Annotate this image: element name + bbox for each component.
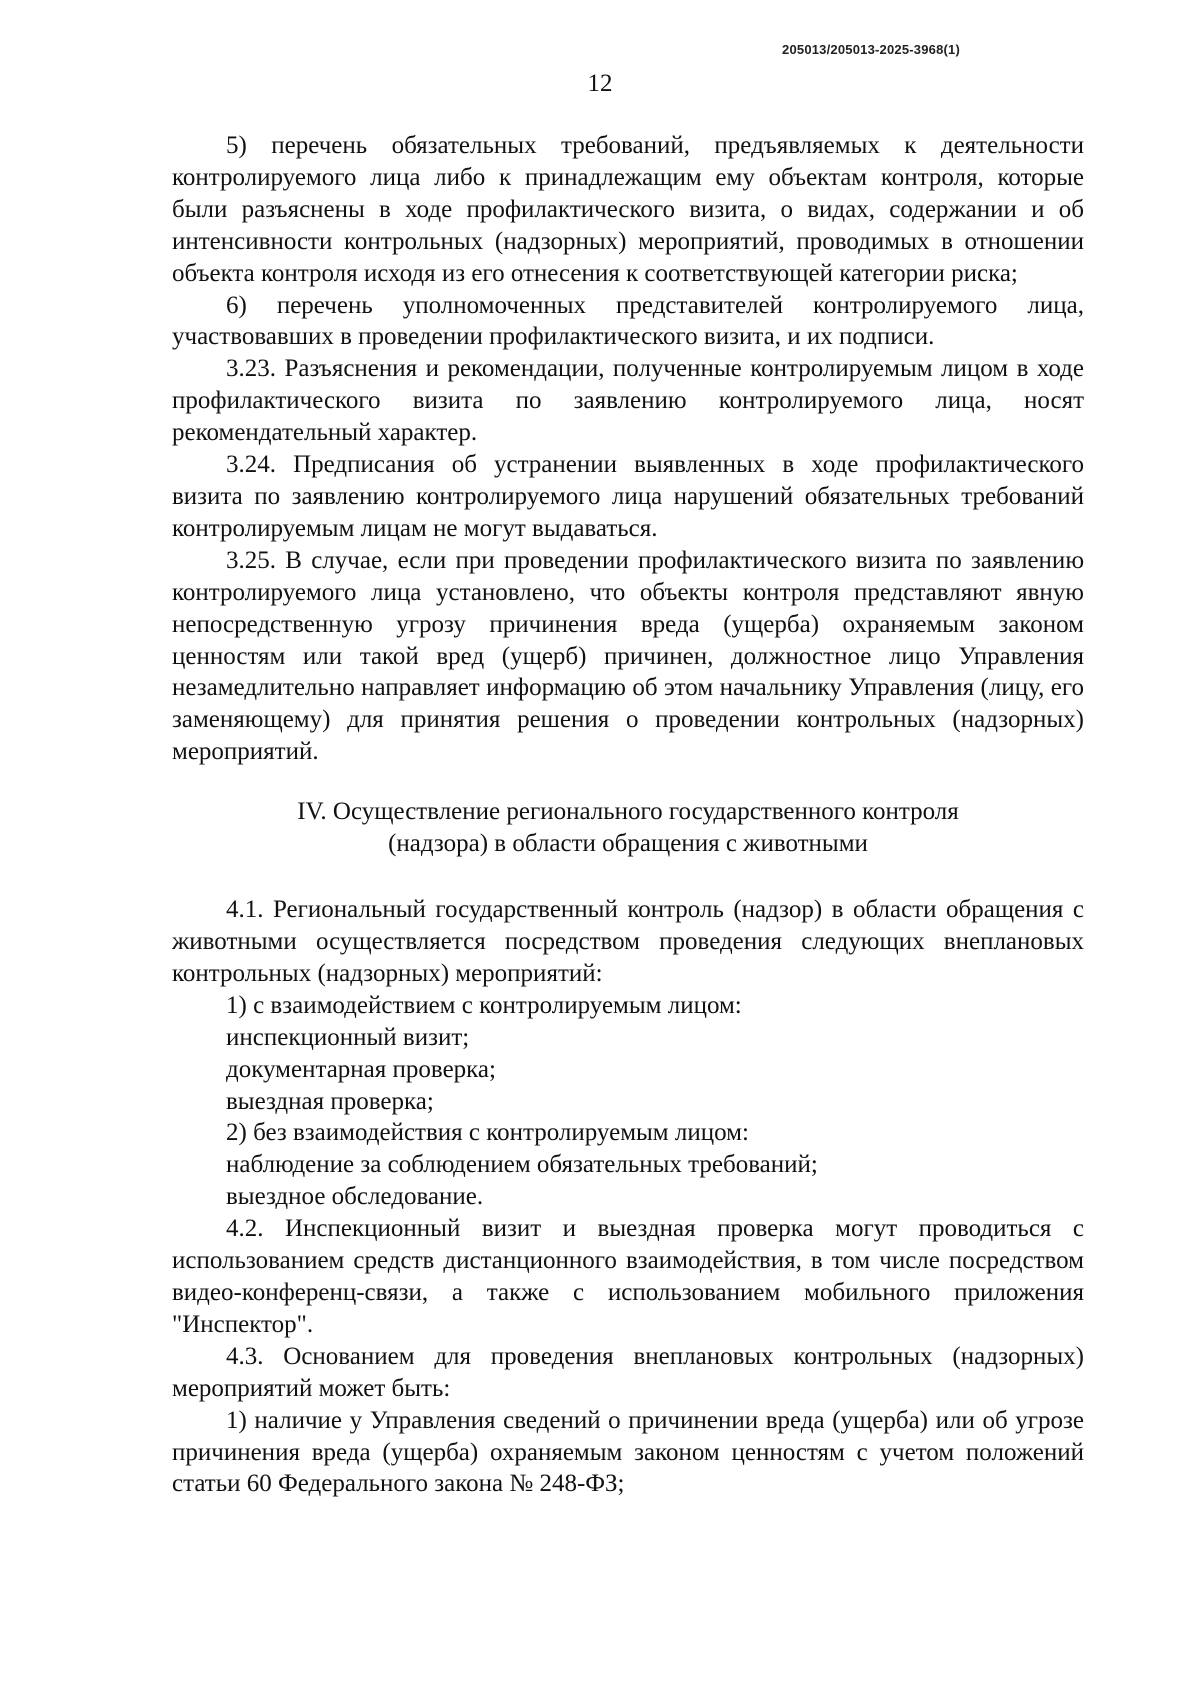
list-item: 2) без взаимодействия с контролируемым лицом:: [226, 1119, 749, 1147]
paragraph-3-23: 3.23. Разъяснения и рекомендации, полученные контролируемым лицом в ходе профилактического визита по заявлению контролируемого лица, носят рекомендательный характер.: [172, 355, 1084, 447]
page-number: 12: [587, 70, 613, 97]
paragraph-3-25: 3.25. В случае, если при проведении профилактического визита по заявлению контролируемого лица установлено, что объекты контроля представляют явную непосредственную угрозу причинения вреда (ущерба) охраняемым законом ценностям или такой вред (ущерб) причинен, должностное лицо Управления незамедлительно направляет информацию об этом начальнику Управления (лицу, его заменяющему) для принятия решения о проведении контрольных (надзорных) мероприятий.: [172, 546, 1084, 766]
paragraph-4-3: 4.3. Основанием для проведения внеплановых контрольных (надзорных) мероприятий может быть:: [172, 1342, 1084, 1402]
list-item: документарная проверка;: [226, 1055, 496, 1083]
document-body: [172, 130, 1084, 1500]
paragraph-4-2: 4.2. Инспекционный визит и выездная проверка могут проводиться с использованием средств дистанционного взаимодействия, в том числе посредством видео-конференц-связи, а также с использованием мобильного приложения "Инспектор".: [172, 1215, 1084, 1338]
paragraph-4-1: 4.1. Региональный государственный контроль (надзор) в области обращения с животными осуществляется посредством проведения следующих внеплановых контрольных (надзорных) мероприятий:: [172, 896, 1084, 987]
list-item: наблюдение за соблюдением обязательных требований;: [226, 1151, 818, 1179]
list-item: выездная проверка;: [226, 1087, 434, 1115]
paragraph-4-3-item-1: 1) наличие у Управления сведений о причинении вреда (ущерба) или об угрозе причинения вреда (ущерба) охраняемым законом ценностям с учетом положений статьи 60 Федерального закона № 248-ФЗ;: [172, 1406, 1084, 1498]
measures-list: [172, 990, 1084, 1213]
paragraph-item-6: 6) перечень уполномоченных представителей контролируемого лица, участвовавших в проведении профилактического визита, и их подписи.: [172, 291, 1084, 351]
document-registration-code: 205013/205013-2025-3968(1): [782, 42, 960, 57]
list-item: инспекционный визит;: [226, 1023, 470, 1051]
list-item: 1) с взаимодействием с контролируемым лицом:: [226, 991, 742, 1019]
paragraph-3-24: 3.24. Предписания об устранении выявленных в ходе профилактического визита по заявлению контролируемого лица нарушений обязательных требований контролируемым лицам не могут выдаваться.: [172, 451, 1084, 542]
paragraph-item-5: 5) перечень обязательных требований, предъявляемых к деятельности контролируемого лица либо к принадлежащим ему объектам контроля, которые были разъяснены в ходе профилактического визита, о видах, содержании и об интенсивности контрольных (надзорных) мероприятий, проводимых в отношении объекта контроля исходя из его отнесения к соответствующей категории риска;: [172, 132, 1084, 287]
section-heading-line-1: IV. Осуществление регионального государственного контроля: [297, 798, 959, 826]
section-heading: [172, 796, 1084, 860]
section-heading-line-2: (надзора) в области обращения с животными: [388, 830, 868, 858]
list-item: выездное обследование.: [226, 1183, 484, 1211]
